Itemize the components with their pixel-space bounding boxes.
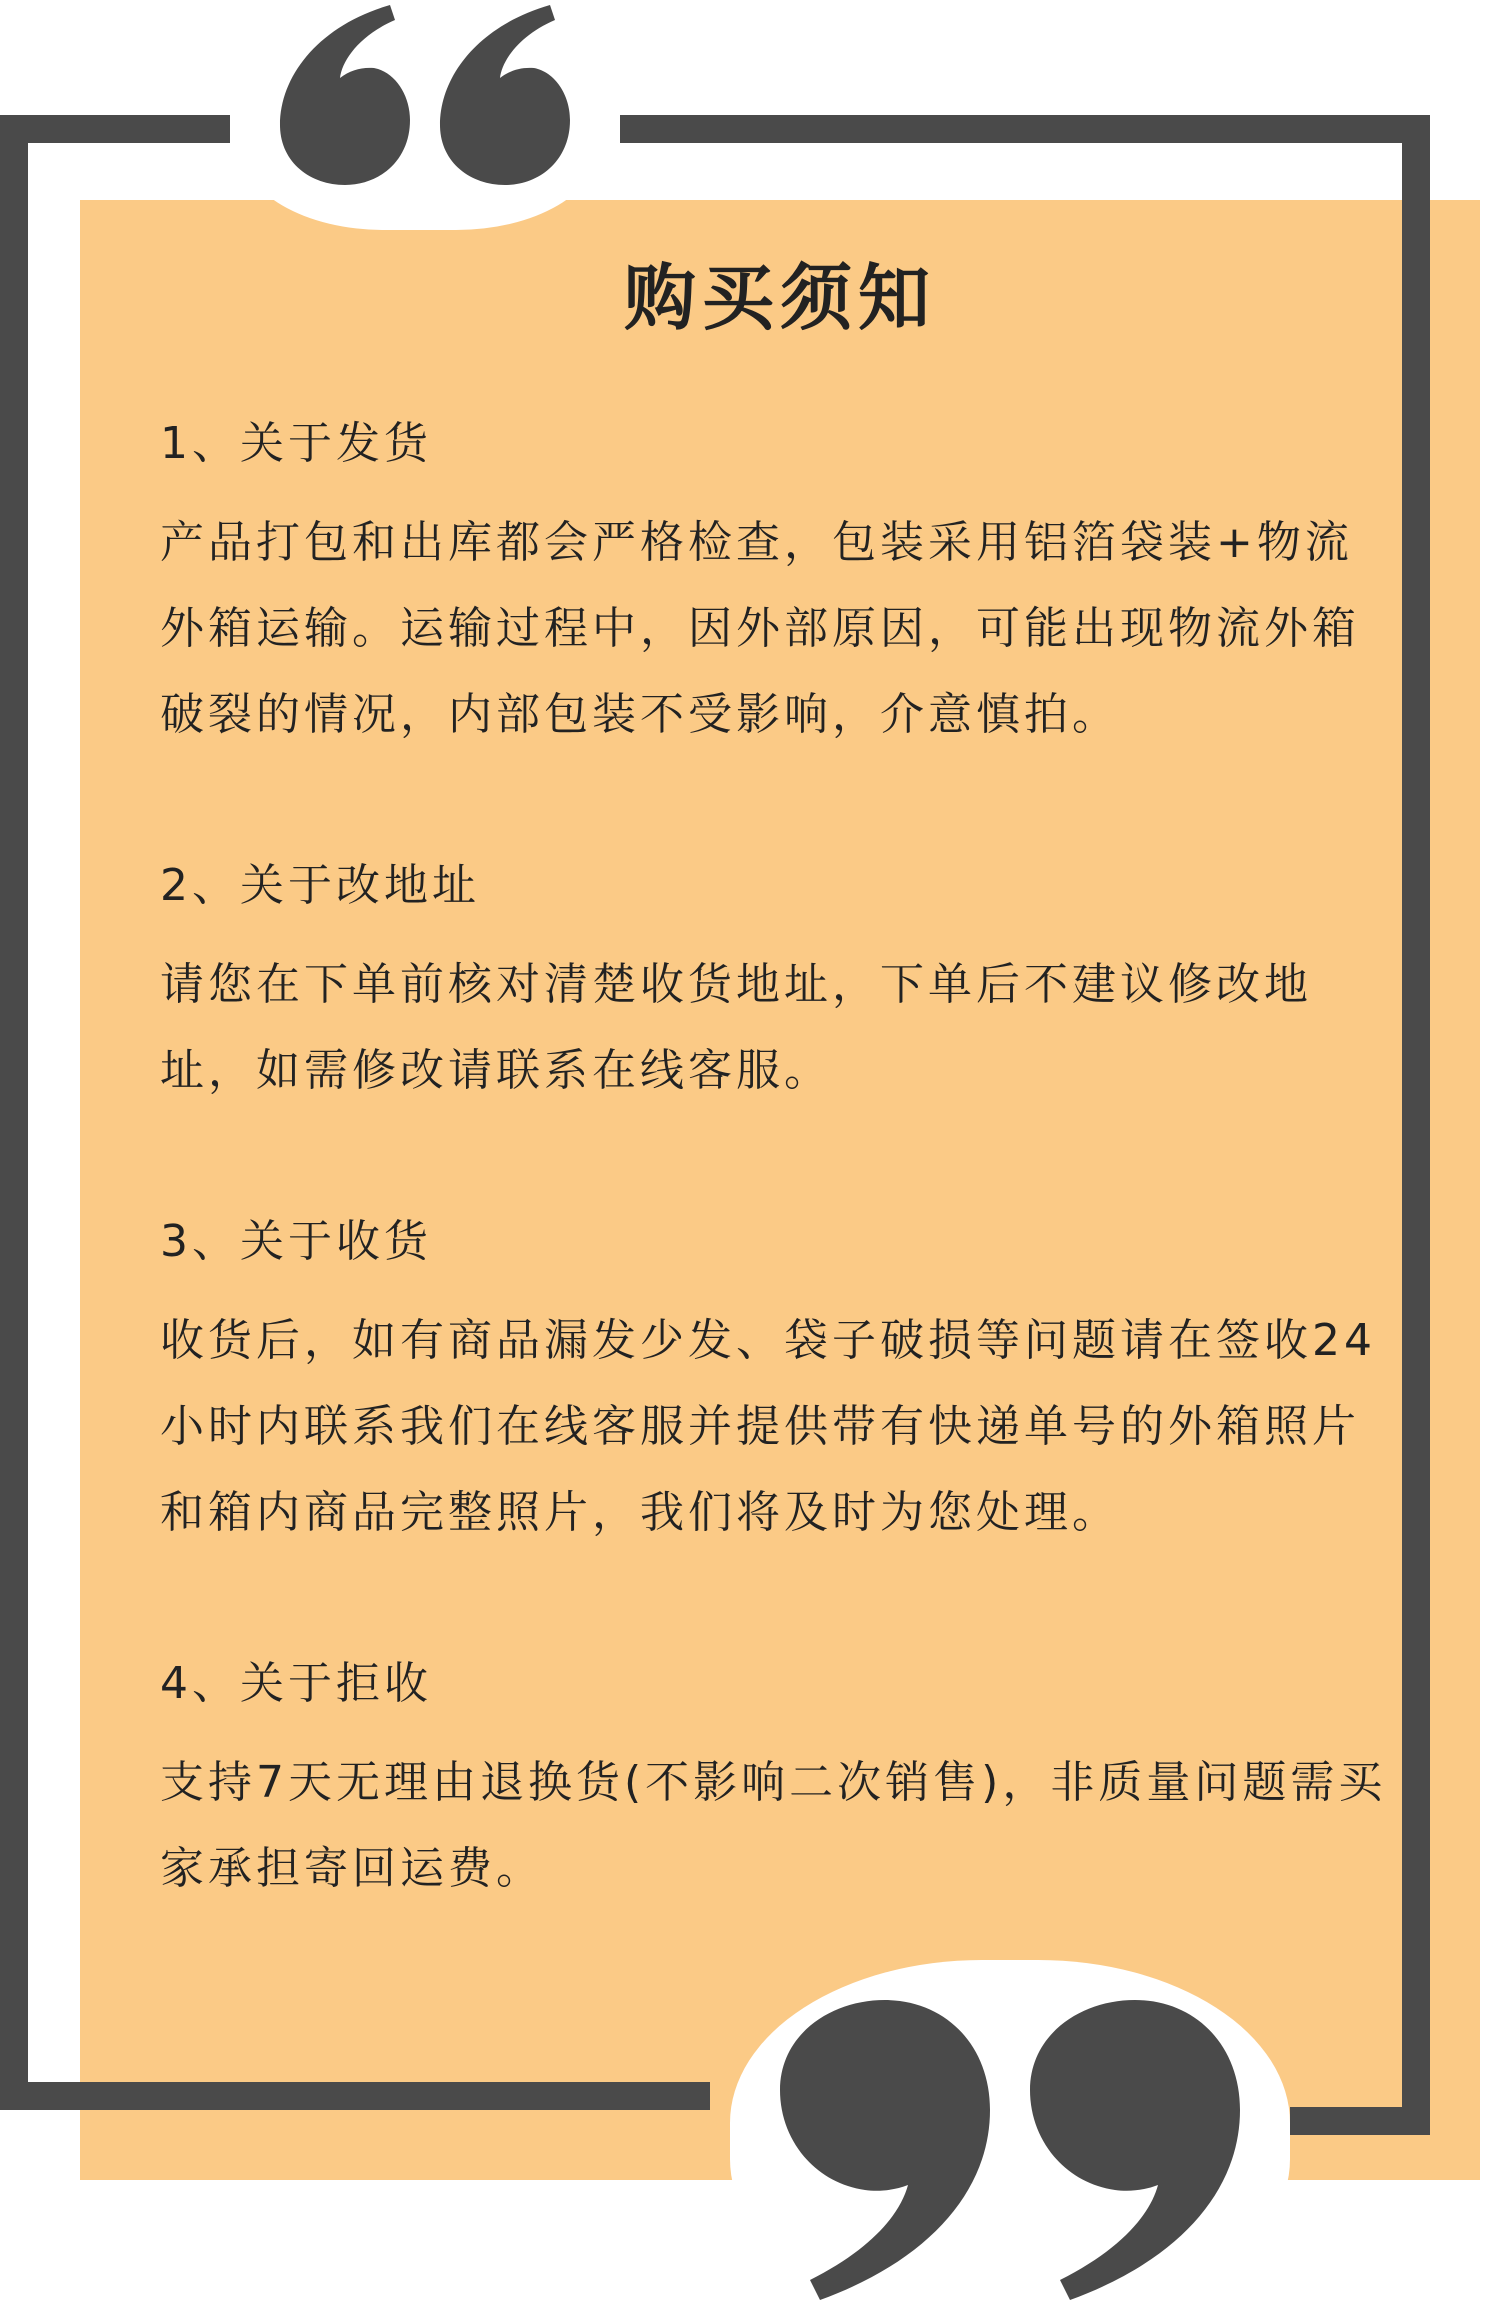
section-body: 支持7天无理由退换货(不影响二次销售)，非质量问题需买家承担寄回运费。 [160,1757,1387,1894]
frame-bottom-left [0,2082,710,2110]
section-rejection [160,1654,1400,1912]
section-receiving [160,1212,1400,1556]
section-body: 请您在下单前核对清楚收货地址，下单后不建议修改地址，如需修改请联系在线客服。 [160,959,1312,1096]
frame-left [0,115,28,2110]
section-heading: 3、关于收货 [160,1216,432,1267]
frame-right [1402,115,1430,2135]
section-shipping [160,414,1400,758]
frame-bottom-right [1290,2107,1430,2135]
section-heading: 2、关于改地址 [160,860,480,911]
page-title: 购买须知 [623,256,936,340]
section-heading: 4、关于拒收 [160,1658,432,1709]
close-quote-icon [760,1990,1280,2310]
section-body: 产品打包和出库都会严格检查，包装采用铝箔袋装+物流外箱运输。运输过程中，因外部原因，可能出现物流外箱破裂的情况，内部包装不受影响，介意慎拍。 [160,517,1360,740]
section-heading: 1、关于发货 [160,418,432,469]
section-change-address [160,856,1400,1114]
frame-top-right [620,115,1430,143]
frame-top-left [0,115,230,143]
notice-content [160,240,1400,2010]
open-quote-icon [270,0,590,200]
section-body: 收货后，如有商品漏发少发、袋子破损等问题请在签收24小时内联系我们在线客服并提供带有快递单号的外箱照片和箱内商品完整照片，我们将及时为您处理。 [160,1315,1376,1538]
